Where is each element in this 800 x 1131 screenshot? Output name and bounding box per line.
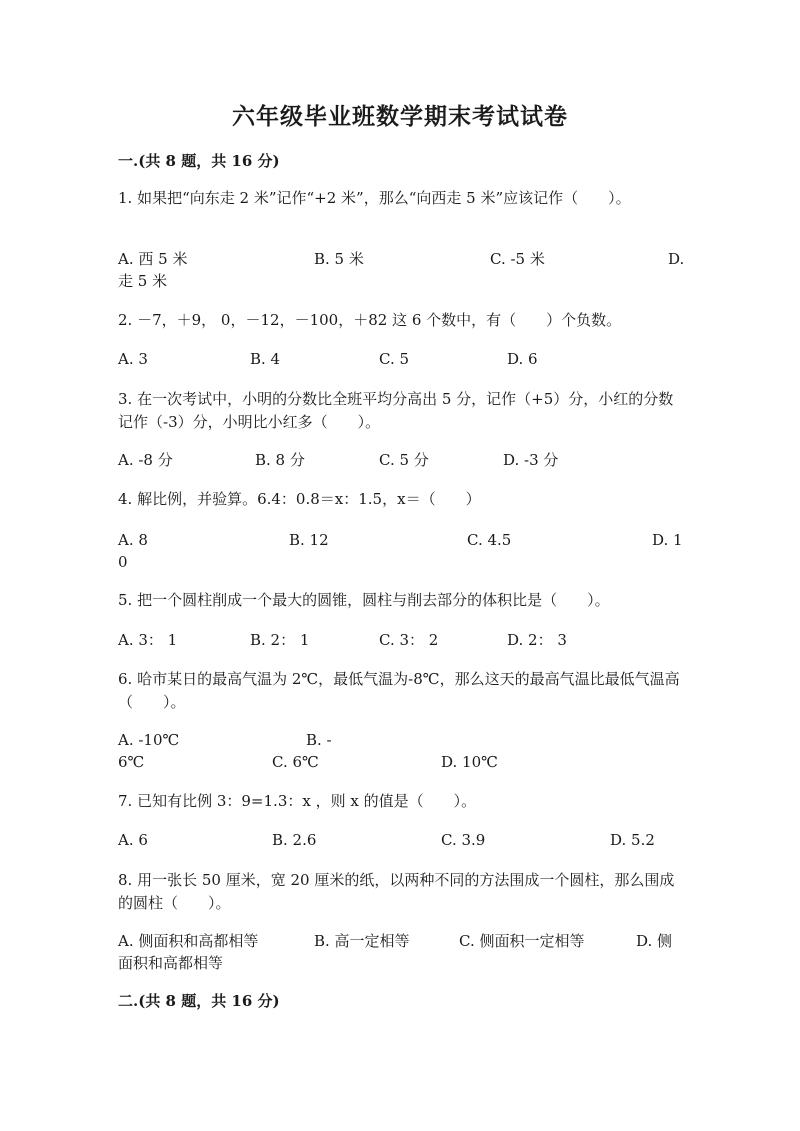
q6-option-c: C. 6℃	[272, 753, 319, 771]
q5-option-b: B. 2： 1	[250, 631, 310, 649]
exam-title: 六年级毕业班数学期末考试试卷	[232, 103, 568, 130]
question-2: 2. －7，＋9， 0，－12，－100，＋82 这 6 个数中，有（ ）个负数。	[118, 311, 622, 329]
q4-option-d: D. 1	[652, 531, 683, 549]
q3-option-b: B. 8 分	[255, 451, 305, 469]
q1-option-d-cont: 走 5 米	[118, 272, 168, 290]
q7-option-b: B. 2.6	[272, 831, 317, 849]
q7-option-d: D. 5.2	[610, 831, 655, 849]
q2-option-a: A. 3	[118, 350, 148, 368]
q2-option-c: C. 5	[379, 350, 410, 368]
section-heading-2: 二.(共 8 题，共 16 分)	[118, 992, 280, 1010]
q8-option-a: A. 侧面积和高都相等	[118, 932, 259, 950]
question-3: 3. 在一次考试中，小明的分数比全班平均分高出 5 分，记作（+5）分，小红的分数记作（-3）分，小明比小红多（ ）。	[118, 390, 674, 431]
q6-option-a: A. -10℃	[118, 731, 180, 749]
q5-option-a: A. 3： 1	[118, 631, 178, 649]
q4-option-d-cont: 0	[118, 553, 128, 571]
q5-option-d: D. 2： 3	[507, 631, 567, 649]
q3-option-d: D. -3 分	[503, 451, 559, 469]
question-8: 8. 用一张长 50 厘米，宽 20 厘米的纸，以两种不同的方法围成一个圆柱，那么围成的圆柱（ ）。	[118, 871, 675, 912]
q1-option-c: C. -5 米	[490, 250, 545, 268]
q3-option-c: C. 5 分	[379, 451, 429, 469]
question-7: 7. 已知有比例 3：9=1.3：x ，则 x 的值是（ ）。	[118, 792, 477, 810]
q8-option-d: D. 侧	[636, 932, 673, 950]
q1-option-d: D.	[668, 250, 685, 268]
question-6: 6. 哈市某日的最高气温为 2℃，最低气温为-8℃，那么这天的最高气温比最低气温高（ ）。	[118, 670, 680, 711]
section-heading-1: 一.(共 8 题，共 16 分)	[118, 152, 280, 170]
q8-option-d-cont: 面积和高都相等	[118, 954, 224, 972]
q6-option-b: B. -	[306, 731, 332, 749]
q8-option-c: C. 侧面积一定相等	[459, 932, 585, 950]
q7-option-a: A. 6	[118, 831, 148, 849]
q6-option-d: D. 10℃	[441, 753, 498, 771]
q4-option-a: A. 8	[118, 531, 148, 549]
q3-option-a: A. -8 分	[118, 451, 173, 469]
q1-option-a: A. 西 5 米	[118, 250, 188, 268]
q5-option-c: C. 3： 2	[379, 631, 439, 649]
q1-option-b: B. 5 米	[314, 250, 364, 268]
q2-option-b: B. 4	[250, 350, 281, 368]
question-4: 4. 解比例，并验算。6.4：0.8＝x：1.5，x＝（ ）	[118, 490, 481, 508]
question-5: 5. 把一个圆柱削成一个最大的圆锥，圆柱与削去部分的体积比是（ ）。	[118, 591, 610, 609]
q7-option-c: C. 3.9	[441, 831, 486, 849]
question-1: 1. 如果把“向东走 2 米”记作“+2 米”，那么“向西走 5 米”应该记作（ ）。	[118, 189, 631, 207]
q4-option-b: B. 12	[289, 531, 329, 549]
q4-option-c: C. 4.5	[467, 531, 512, 549]
q6-option-b-cont: 6℃	[118, 753, 145, 771]
q8-option-b: B. 高一定相等	[314, 932, 410, 950]
q2-option-d: D. 6	[507, 350, 538, 368]
